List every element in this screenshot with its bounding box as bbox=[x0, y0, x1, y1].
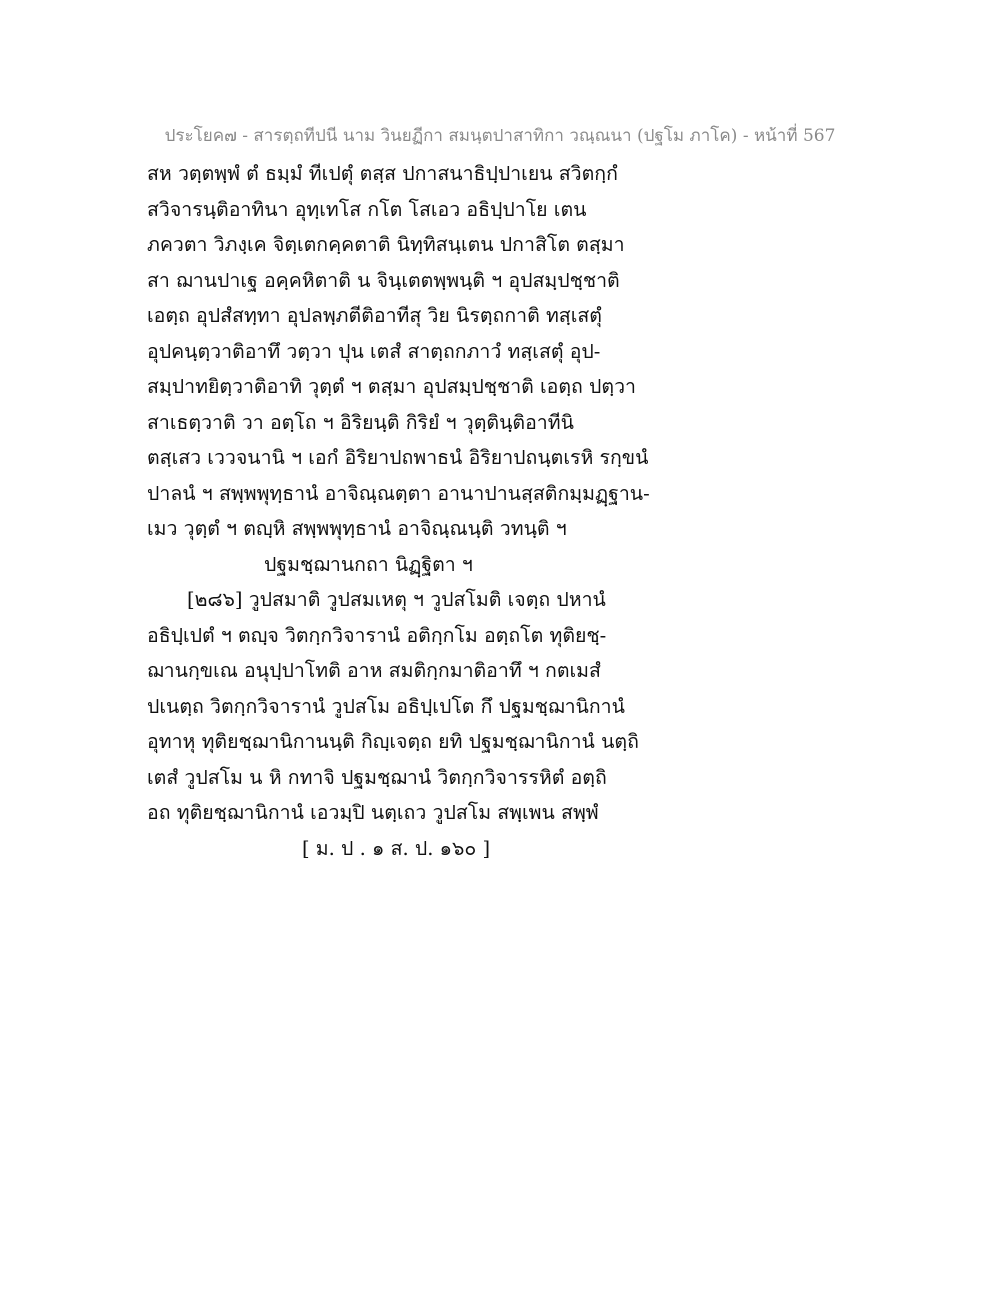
text-line: อุปคนฺตฺวาติอาทึ วตฺวา ปุน เตสํ สาตฺถกภาวํ ทสฺเสตุํ อุป- bbox=[147, 339, 601, 363]
reference-line: [ ม. ป . ๑ ส. ป. ๑๖๐ ] bbox=[302, 836, 491, 860]
body-text bbox=[147, 156, 650, 866]
text-line: สวิจารนฺติอาทินา อุทฺเทโส กโต โสเอว อธิปฺปาโย เตน bbox=[147, 197, 587, 221]
text-line: [๒๘๖] วูปสมาติ วูปสมเหตุ ฯ วูปสโมติ เจตฺถ ปหานํ bbox=[187, 588, 606, 611]
text-line: เตสํ วูปสโม น หิ กทาจิ ปฐมชฺฌานํ วิตกฺกวิจารรหิตํ อตฺถิ bbox=[147, 765, 607, 789]
text-line: สมฺปาทยิตฺวาติอาทิ วุตฺตํ ฯ ตสฺมา อุปสมฺปชฺชาติ เอตฺถ ปตฺวา bbox=[147, 375, 636, 398]
section-heading: ปฐมชฺฌานกถา นิฏฺฐิตา ฯ bbox=[264, 552, 473, 576]
text-line: ภควตา วิภงฺเค จิตฺเตกคฺคตาติ นิทฺทิสนฺเตน ปกาสิโต ตสฺมา bbox=[147, 233, 625, 256]
text-line: เอตฺถ อุปสํสทฺทา อุปลพฺภตีติอาทีสุ วิย นิรตฺถกาติ ทสฺเสตุํ bbox=[147, 304, 602, 327]
text-line: ปาลนํ ฯ สพฺพพุทฺธานํ อาจิณฺณตฺตา อานาปานสฺสติกมฺมฏฺฐาน- bbox=[147, 481, 650, 505]
text-line: ปเนตฺถ วิตกฺกวิจารานํ วูปสโม อธิปฺเปโต กึ ปฐมชฺฌานิกานํ bbox=[147, 694, 625, 718]
text-line: อธิปฺเปตํ ฯ ตญฺจ วิตกฺกวิจารานํ อติกฺกโม อตฺถโต ทุติยชฺ- bbox=[147, 623, 607, 647]
text-line: เมว วุตฺตํ ฯ ตญฺหิ สพฺพพุทฺธานํ อาจิณฺณนฺติ วทนฺติ ฯ bbox=[147, 517, 567, 540]
text-line: อุทาหุ ทุติยชฺฌานิกานนฺติ กิญฺเจตฺถ ยทิ ปฐมชฺฌานิกานํ นตฺถิ bbox=[147, 730, 639, 753]
page-header: ประโยค๗ - สารตฺถทีปนี นาม วินยฏีกา สมนฺตปาสาทิกา วณฺณนา (ปฐโม ภาโค) - หน้าที่ 567 bbox=[164, 126, 836, 146]
text-line: อถ ทุติยชฺฌานิกานํ เอวมฺปิ นตฺเถว วูปสโม สพฺเพน สพฺพํ bbox=[147, 801, 599, 824]
text-line: สาเธตฺวาติ วา อตฺโถ ฯ อิริยนฺติ กิริยํ ฯ วุตฺตินฺติอาทีนิ bbox=[147, 410, 574, 434]
text-line: สห วตฺตพฺพํ ตํ ธมฺมํ ทีเปตุํ ตสฺส ปกาสนาธิปฺปาเยน สวิตกฺกํ bbox=[147, 162, 618, 185]
text-line: ตสฺเสว เววจนานิ ฯ เอกํ อิริยาปถพาธนํ อิริยาปถนฺตเรหิ รกฺขนํ bbox=[147, 446, 649, 469]
text-line: ฌานกฺขเณ อนุปฺปาโทติ อาห สมติกฺกมาติอาทึ ฯ กตเมสํ bbox=[147, 659, 601, 682]
text-line: สา ฌานปาเฐ อคฺคหิตาติ น จินฺเตตพฺพนฺติ ฯ อุปสมฺปชฺชาติ bbox=[147, 268, 620, 292]
